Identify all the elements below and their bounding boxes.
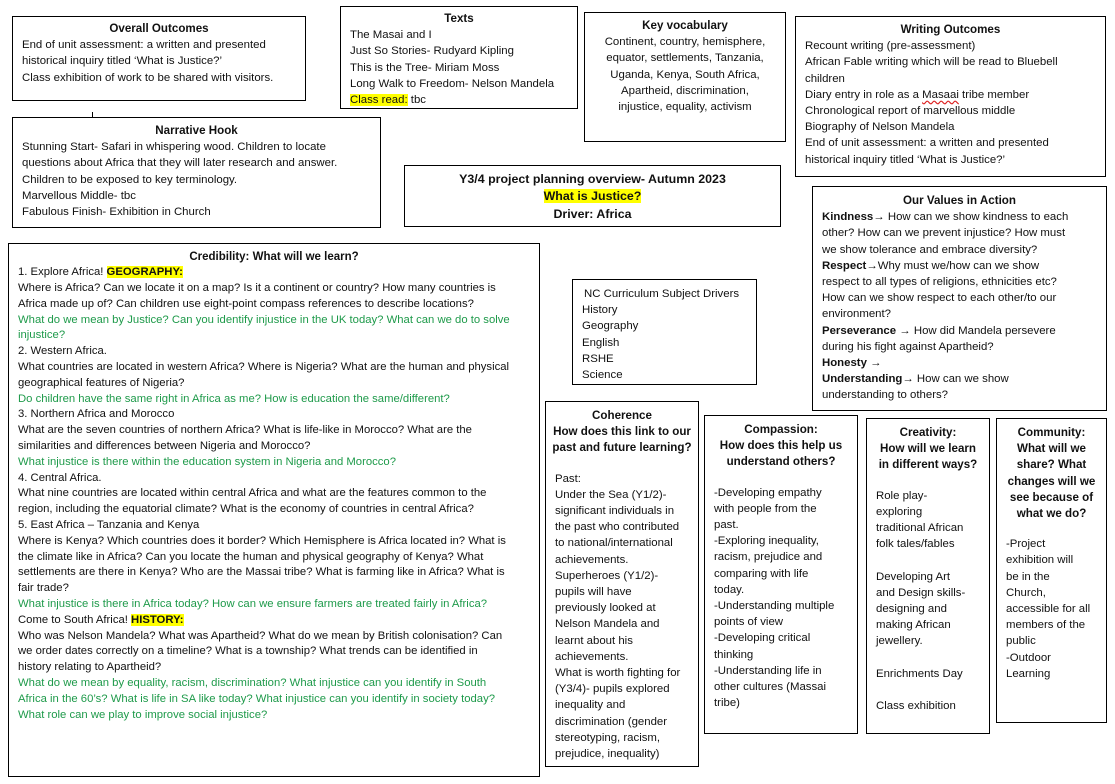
value-line: we show tolerance and embrace diversity?: [822, 243, 1038, 256]
credibility-title: Credibility: What will we learn?: [189, 251, 359, 263]
cred-line: What are the seven countries of northern Africa? What is life-like in Morocco? What are the: [18, 424, 472, 437]
cred-line: history relating to Apartheid?: [18, 661, 162, 674]
creativity-line: jewellery.: [876, 635, 923, 648]
compassion-line: tribe): [714, 697, 740, 710]
hook-line: Marvellous Middle- tbc: [22, 189, 136, 202]
coherence-box: [545, 401, 699, 767]
texts-title: Texts: [444, 12, 474, 25]
coherence-line: inequality and: [555, 699, 626, 712]
community-line: accessible for all: [1006, 603, 1091, 616]
overall-line: Class exhibition of work to be shared with visitors.: [22, 71, 274, 84]
nc-subject: Geography: [582, 320, 639, 333]
vocab-line: equator, settlements, Tanzania,: [606, 52, 764, 65]
narrative-hook-title: Narrative Hook: [155, 124, 238, 137]
value-line: How can we show respect to each other/to our: [822, 292, 1057, 305]
cred-line: Who was Nelson Mandela? What was Apartheid? What do we mean by British colonisation? Can: [18, 629, 503, 642]
creativity-line: [876, 682, 989, 698]
coherence-line: prejudice, inequality): [555, 748, 660, 761]
hook-line: Fabulous Finish- Exhibition in Church: [22, 206, 211, 219]
value-honesty: Honesty →: [822, 357, 882, 370]
overall-line: historical inquiry titled ‘What is Justice?’: [22, 55, 223, 68]
compassion-line: -Exploring inequality,: [714, 535, 819, 548]
community-line: be in the: [1006, 570, 1050, 583]
compassion-line: -Developing empathy: [714, 486, 822, 499]
community-line: public: [1006, 635, 1036, 648]
creativity-line: designing and: [876, 603, 947, 616]
values-title: Our Values in Action: [903, 194, 1016, 207]
hook-line: questions about Africa that they will later research and answer.: [22, 157, 338, 170]
compassion-line: past.: [714, 519, 739, 532]
coherence-line: to national/international: [555, 537, 673, 550]
key-vocabulary-box: [584, 12, 786, 142]
coherence-line: discrimination (gender: [555, 715, 668, 728]
value-line: understanding to others?: [822, 389, 949, 402]
cred-line: similarities and differences between Nigeria and Morocco?: [18, 439, 311, 452]
writing-line: Biography of Nelson Mandela: [805, 121, 955, 134]
texts-box: [340, 6, 578, 109]
coherence-line: Under the Sea (Y1/2)-: [555, 488, 667, 501]
value-line: respect to all types of religions, ethnicities etc?: [822, 276, 1057, 289]
text-item: Long Walk to Freedom- Nelson Mandela: [350, 77, 555, 90]
value-kindness: Kindness→ How can we show kindness to each: [822, 211, 1069, 224]
cred-justice-question: What do we mean by Justice? Can you identify injustice in the UK today? What can we do to solve: [18, 313, 510, 326]
writing-outcomes-box: [795, 16, 1106, 177]
compassion-line: other cultures (Massai: [714, 681, 827, 694]
creativity-line: Class exhibition: [876, 700, 956, 713]
value-perseverance: Perseverance → How did Mandela persevere: [822, 324, 1056, 337]
creativity-line: [876, 650, 989, 666]
key-vocabulary-title: Key vocabulary: [642, 19, 728, 32]
value-line: other? How can we prevent injustice? How must: [822, 227, 1066, 240]
compassion-line: racism, prejudice and: [714, 551, 823, 564]
coherence-line: What is worth fighting for: [555, 667, 681, 680]
text-item: The Masai and I: [350, 29, 432, 42]
section-central-africa: 4. Central Africa.: [18, 471, 102, 484]
cred-line: What countries are located in western Africa? Where is Nigeria? What are the human and physical: [18, 360, 510, 373]
coherence-line: the past who contributed: [555, 521, 680, 534]
writing-line: historical inquiry titled ‘What is Justice?’: [805, 153, 1006, 166]
section-western-africa: 2. Western Africa.: [18, 345, 107, 358]
writing-outcomes-title: Writing Outcomes: [900, 23, 1001, 36]
compassion-line: points of view: [714, 616, 784, 629]
class-read-label: Class read:: [350, 94, 408, 107]
community-box: [996, 418, 1107, 723]
cred-justice-question: What role can we play to improve social injustice?: [18, 708, 268, 721]
page-subtitle: What is Justice?: [543, 189, 642, 204]
cred-justice-question: What injustice is there within the education system in Nigeria and Morocco?: [18, 455, 396, 468]
cred-line: Where is Kenya? Which countries does it border? Which Hemisphere is Africa located in? What is: [18, 534, 506, 547]
geography-tag: GEOGRAPHY:: [106, 266, 183, 279]
community-line: members of the: [1006, 619, 1086, 632]
writing-line: children: [805, 72, 845, 85]
coherence-line: Past:: [555, 472, 581, 485]
overall-outcomes-title: Overall Outcomes: [109, 22, 209, 35]
section-east-africa: 5. East Africa – Tanzania and Kenya: [18, 518, 200, 531]
page-header-box: [404, 165, 781, 227]
section-northern-africa: 3. Northern Africa and Morocco: [18, 408, 175, 421]
nc-curriculum-box: [572, 279, 757, 385]
value-understanding: Understanding→ How can we show: [822, 373, 1009, 386]
value-respect: Respect→Why must we/how can we show: [822, 259, 1040, 272]
creativity-line: exploring: [876, 505, 923, 518]
cred-justice-question: What do we mean by equality, racism, discrimination? What injustice can you identify in South: [18, 676, 487, 689]
spellcheck-word: Masaai: [922, 88, 959, 101]
compassion-line: -Understanding multiple: [714, 600, 835, 613]
writing-line: African Fable writing which will be read to Bluebell: [805, 56, 1058, 69]
value-line: during his fight against Apartheid?: [822, 340, 994, 353]
narrative-hook-box: [12, 117, 381, 228]
cred-line: Where is Africa? Can we locate it on a map? Is it a continent or country? How many countries is: [18, 282, 496, 294]
cred-line: fair trade?: [18, 582, 69, 595]
cred-line: Africa made up of? Can children use eight-point compass references to describe locations?: [18, 297, 474, 310]
overall-line: End of unit assessment: a written and presented: [22, 39, 266, 52]
creativity-line: folk tales/fables: [876, 538, 955, 551]
creativity-line: and Design skills-: [876, 586, 966, 599]
vocab-line: Uganda, Kenya, South Africa,: [610, 68, 760, 81]
compassion-box: [704, 415, 858, 734]
community-line: -Project: [1006, 538, 1046, 551]
community-title: Community: What will we share? What changes will we see because of what we do?: [1007, 426, 1096, 521]
compassion-line: -Understanding life in: [714, 664, 822, 677]
credibility-box: [8, 243, 540, 777]
community-line: Church,: [1006, 586, 1046, 599]
class-read-value: tbc: [407, 94, 426, 107]
compassion-title: Compassion: How does this help us understand others?: [719, 423, 843, 469]
nc-subject: History: [582, 304, 618, 317]
vocab-line: injustice, equality, activism: [618, 101, 752, 114]
cred-justice-question: injustice?: [18, 329, 66, 342]
cred-line: What nine countries are located within central Africa and what are the features common to the: [18, 487, 487, 500]
cred-justice-question: Africa in the 60’s? What is life in SA like today? What injustice can you identify in society today?: [18, 692, 496, 705]
coherence-line: learnt about his: [555, 634, 633, 647]
coherence-line: significant individuals in: [555, 505, 675, 518]
nc-subject: Science: [582, 369, 623, 382]
nc-curriculum-title: NC Curriculum Subject Drivers: [584, 288, 740, 300]
compassion-line: today.: [714, 583, 745, 596]
coherence-line: (Y3/4)- pupils explored: [555, 683, 670, 696]
cred-justice-question: What injustice is there in Africa today? How can we ensure farmers are treated fairly in Africa?: [18, 597, 488, 610]
vocab-line: Apartheid, discrimination,: [621, 84, 749, 97]
coherence-line: pupils will have: [555, 586, 632, 599]
cred-line: we order dates correctly on a timeline? What is a township? What trends can be identified in: [18, 645, 478, 658]
compassion-line: with people from the: [714, 502, 817, 515]
creativity-line: [876, 552, 989, 568]
vocab-line: Continent, country, hemisphere,: [604, 36, 766, 49]
creativity-title: Creativity: How will we learn in different ways?: [878, 426, 978, 472]
overall-outcomes-box: [12, 16, 306, 101]
page-title: Y3/4 project planning overview- Autumn 2023: [459, 172, 726, 186]
community-line: Learning: [1006, 667, 1051, 680]
writing-line: Recount writing (pre-assessment): [805, 40, 976, 53]
history-tag: HISTORY:: [131, 613, 184, 626]
values-box: [812, 186, 1107, 411]
hook-line: Stunning Start- Safari in whispering wood. Children to locate: [22, 141, 326, 154]
section-explore-africa: 1. Explore Africa! GEOGRAPHY:: [18, 266, 183, 279]
section-south-africa: Come to South Africa! HISTORY:: [18, 613, 184, 626]
nc-subject: English: [582, 336, 620, 349]
creativity-line: Enrichments Day: [876, 667, 963, 680]
coherence-line: achievements.: [555, 553, 629, 566]
coherence-line: Superheroes (Y1/2)-: [555, 569, 659, 582]
cred-line: geographical features of Nigeria?: [18, 376, 185, 389]
text-item: Just So Stories- Rudyard Kipling: [350, 45, 514, 58]
compassion-line: -Developing critical: [714, 632, 811, 645]
cred-line: the climate like in Africa? Can you locate the human and physical geography of Kenya? What: [18, 550, 484, 563]
class-read-line: [350, 92, 577, 108]
cred-justice-question: Do children have the same right in Africa as me? How is education the same/different?: [18, 392, 450, 405]
creativity-line: Role play-: [876, 489, 928, 502]
creativity-line: Developing Art: [876, 570, 951, 583]
creativity-line: making African: [876, 619, 951, 632]
writing-line: Diary entry in role as a Masaai tribe member: [805, 88, 1030, 101]
community-line: exhibition will: [1006, 554, 1074, 567]
coherence-line: achievements.: [555, 650, 629, 663]
compassion-line: thinking: [714, 648, 754, 661]
compassion-line: comparing with life: [714, 567, 809, 580]
coherence-line: stereotyping, racism,: [555, 731, 661, 744]
creativity-line: traditional African: [876, 522, 964, 535]
writing-line: End of unit assessment: a written and presented: [805, 137, 1049, 150]
hook-line: Children to be exposed to key terminology.: [22, 173, 238, 186]
text-item: This is the Tree- Miriam Moss: [350, 61, 500, 74]
coherence-line: previously looked at: [555, 602, 656, 615]
nc-subject: RSHE: [582, 352, 614, 365]
value-line: environment?: [822, 308, 892, 321]
cred-line: settlements are there in Kenya? Who are the Massai tribe? What is farming like in Africa? What is: [18, 566, 505, 579]
community-line: -Outdoor: [1006, 651, 1051, 664]
page-driver: Driver: Africa: [553, 206, 632, 221]
cred-line: region, including the equatorial climate? What is the economy of countries in central Africa?: [18, 503, 474, 516]
creativity-box: [866, 418, 990, 734]
writing-line: Chronological report of marvellous middle: [805, 105, 1016, 118]
coherence-line: Nelson Mandela and: [555, 618, 660, 631]
coherence-title: Coherence How does this link to our past and future learning?: [552, 409, 692, 455]
